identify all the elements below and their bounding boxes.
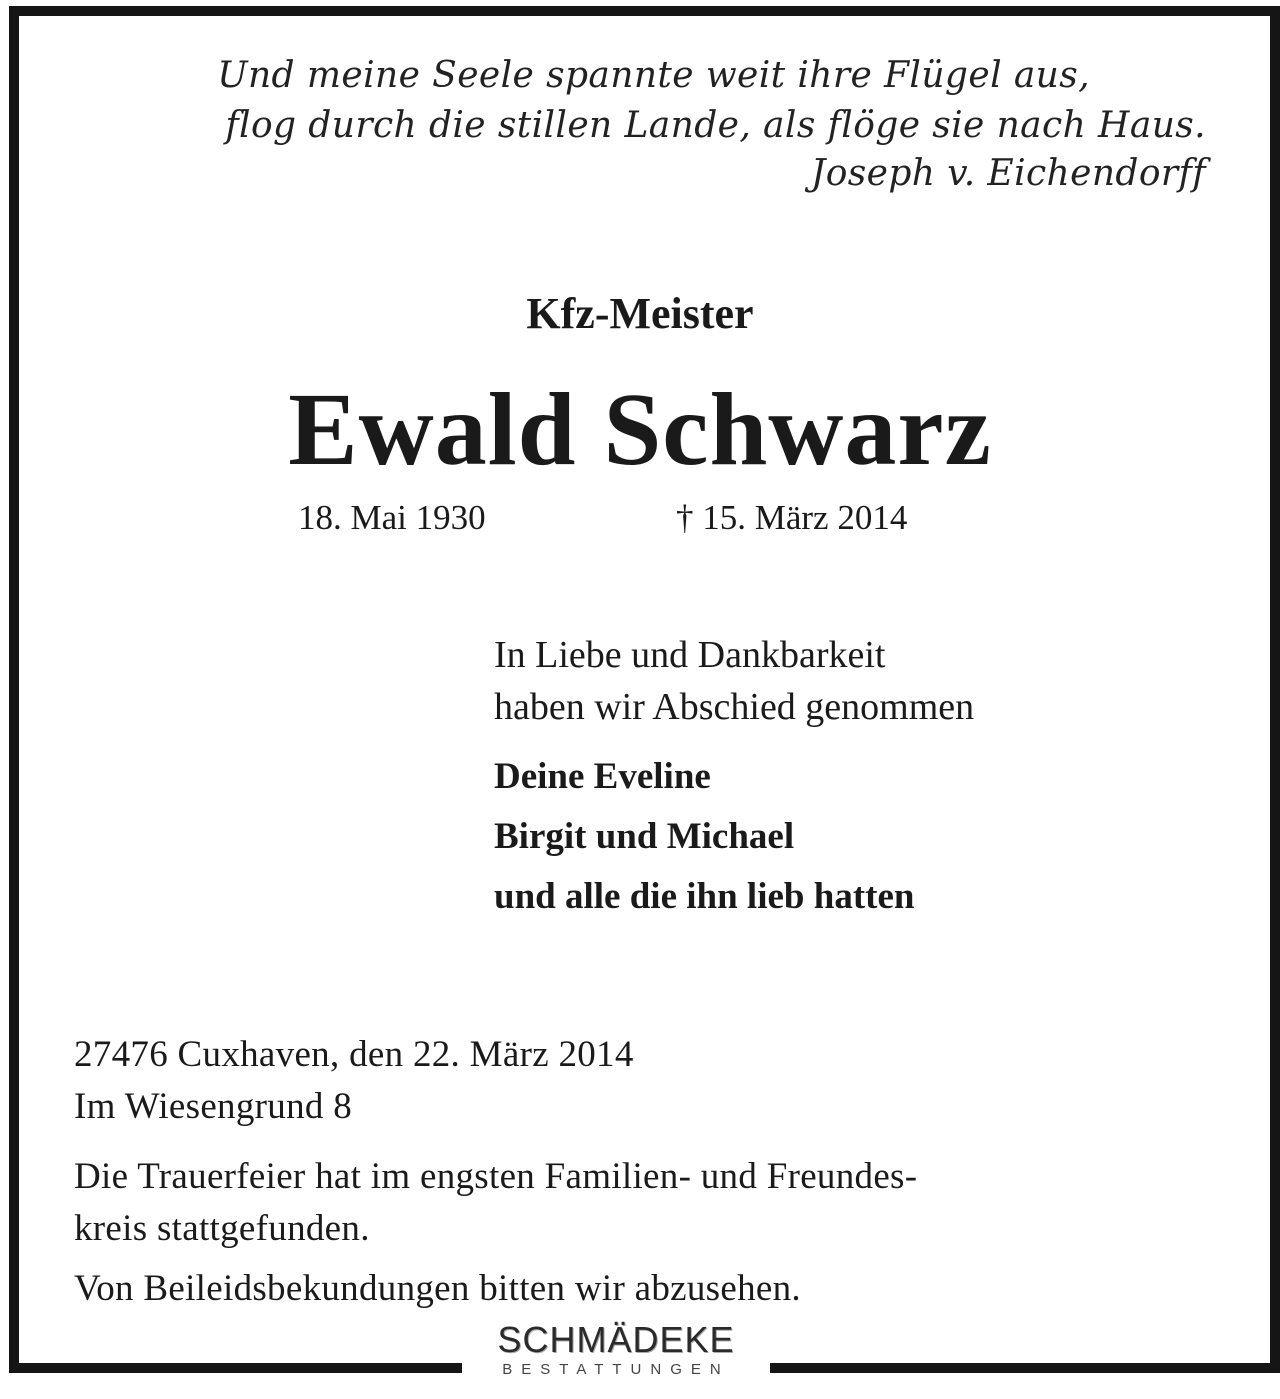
mourner-2: Birgit und Michael [494, 816, 795, 857]
poem-author: Joseph v. Eichendorff [810, 153, 1206, 194]
mourner-3: und alle die ihn lieb hatten [494, 876, 915, 917]
logo-name: SCHMÄDEKE [497, 1319, 735, 1360]
note-line-3: Von Beileidsbekundungen bitten wir abzusehen. [74, 1268, 801, 1309]
address-line-2: Im Wiesengrund 8 [74, 1086, 353, 1127]
deceased-title: Kfz-Meister [526, 289, 754, 338]
note-line-1: Die Trauerfeier hat im engsten Familien- und Freundes- [74, 1156, 918, 1197]
death-date: † 15. März 2014 [676, 498, 908, 537]
birth-date: 18. Mai 1930 [298, 498, 486, 537]
mourner-1: Deine Eveline [494, 756, 711, 797]
poem-line-2: flog durch die stillen Lande, als flöge sie nach Haus. [225, 105, 1206, 146]
poem-line-1: Und meine Seele spannte weit ihre Flügel aus, [217, 55, 1090, 96]
deceased-name: Ewald Schwarz [288, 372, 992, 487]
address-line-1: 27476 Cuxhaven, den 22. März 2014 [74, 1034, 634, 1075]
message-line-2: haben wir Abschied genommen [494, 686, 975, 728]
logo-subtitle: BESTATTUNGEN [502, 1361, 730, 1378]
funeral-home-logo [462, 1319, 770, 1378]
note-line-2: kreis stattgefunden. [74, 1208, 370, 1249]
message-line-1: In Liebe und Dankbarkeit [494, 634, 886, 676]
